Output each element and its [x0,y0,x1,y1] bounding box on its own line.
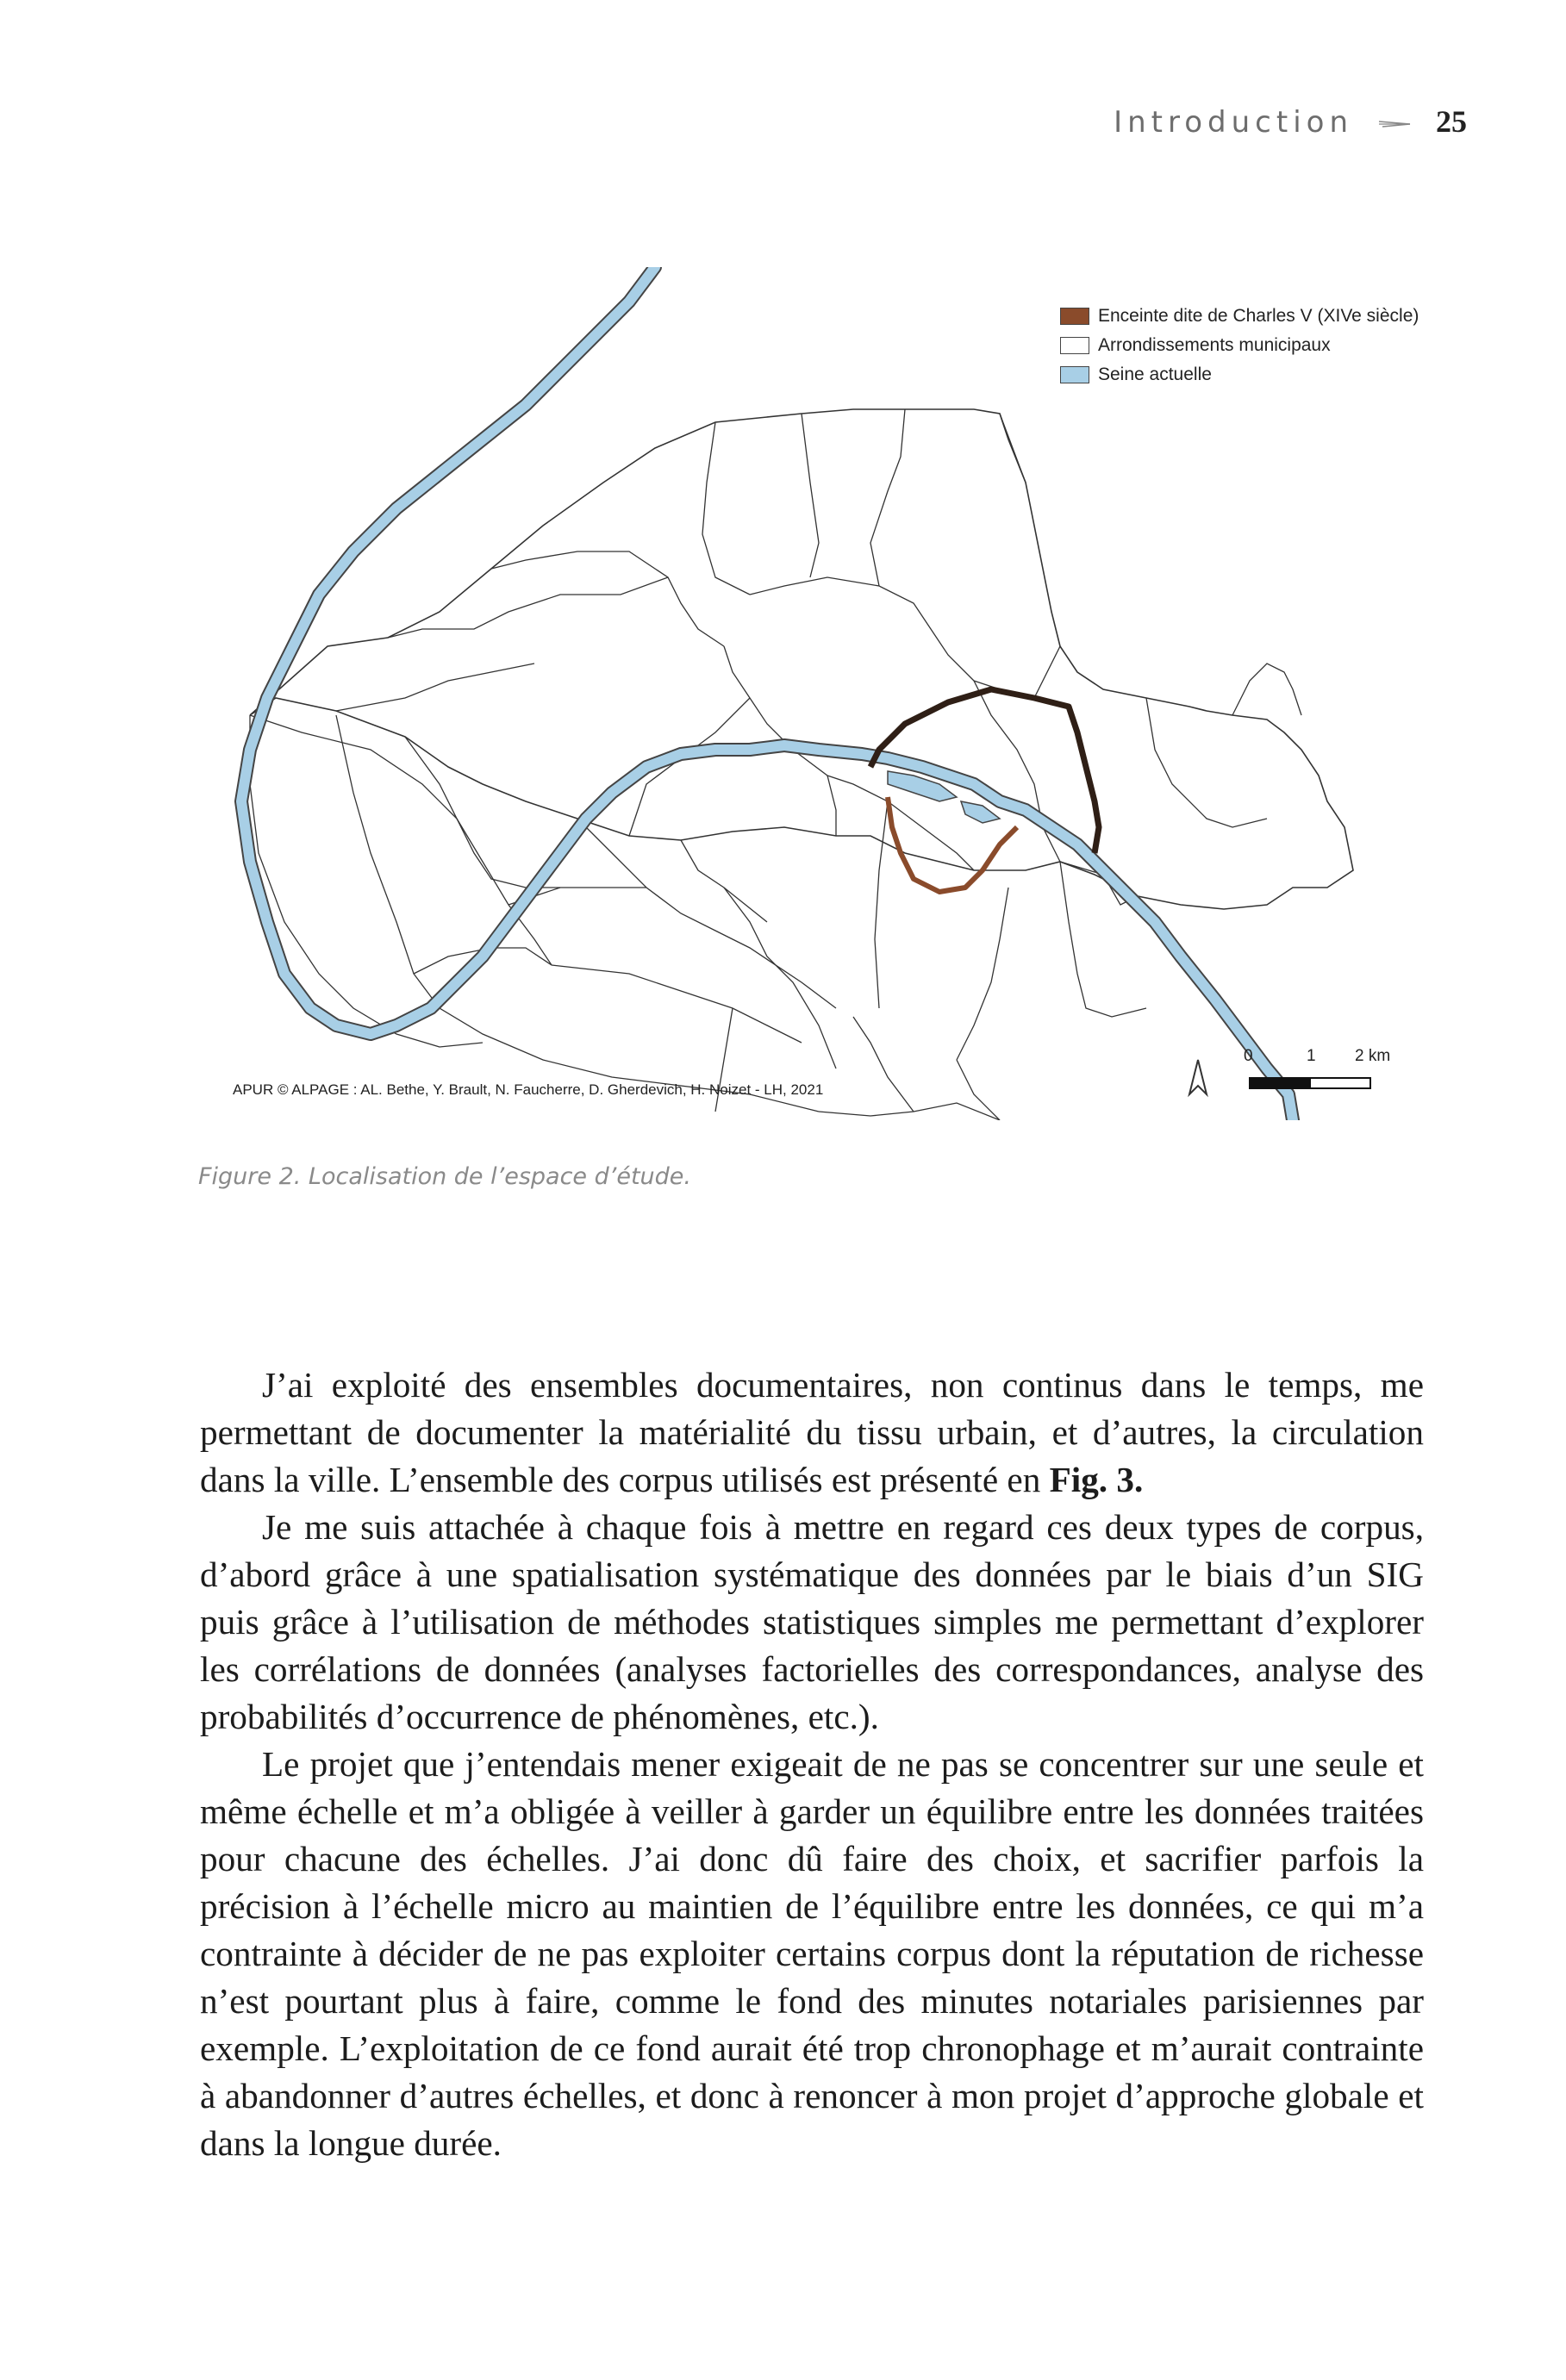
paris-map [198,267,1439,1120]
legend-label: Enceinte dite de Charles V (XIVe siècle) [1098,306,1419,326]
legend-swatch-seine [1060,366,1089,383]
page-number: 25 [1436,104,1467,139]
ornament-icon [1377,116,1412,132]
running-head [1114,103,1467,140]
scale-label-1: 1 [1307,1047,1316,1065]
legend-item [1060,331,1419,360]
map-figure [198,267,1439,1120]
figure-reference: Fig. 3 [1049,1460,1134,1499]
paragraph: Le projet que j’entendais mener exigeait de ne pas se concentrer sur une seule et même échelle et m’a obligée à veiller à garder un équilibre entre les données traitées pour chacune des échelles. J’ai donc dû faire des choix, et sacrifier parfois la précision à l’échelle micro au maintien de l’équilibre entre les données, ce qui m’a contrainte à décider de ne pas exploiter certains corpus dont la réputation de richesse n’est pourtant plus à faire, comme le fond des minutes notariales parisiennes par exemple. L’exploitation de ce fond aurait été trop chronophage et m’aurait contrainte à abandonner d’autres échelles, et donc à renoncer à mon projet d’approche globale et dans la longue durée. [200,1744,1424,2163]
north-arrow-icon [1189,1060,1207,1094]
legend-item [1060,302,1419,331]
body-text [200,1361,1424,2167]
scale-label-0: 0 [1244,1047,1253,1065]
seine-river [241,267,1293,1120]
paragraph-end: . [1133,1460,1144,1499]
paragraph: Je me suis attachée à chaque fois à mettre en regard ces deux types de corpus, d’abord grâce à une spatialisation systématique des données par le biais d’un SIG puis grâce à l’utilisation de méthodes statistiques simples me permettant d’explorer les corrélations de données (analyses factorielles des correspondances, analyse des probabilités d’occurrence de phénomènes, etc.). [200,1507,1424,1736]
figure-caption: Figure 2. Localisation de l’espace d’étude. [198,1163,691,1190]
scale-label-2: 2 km [1355,1047,1391,1065]
paragraph-text: J’ai exploité des ensembles documentaires, non continus dans le temps, me permettant de documenter la matérialité du tissu urbain, et d’autres, la circulation dans la ville. L’ensemble des corpus utilisés est présenté en [200,1365,1424,1499]
map-credit: APUR © ALPAGE : AL. Bethe, Y. Brault, N. Faucherre, D. Gherdevich, H. Noizet - LH, 2021 [233,1081,824,1098]
map-legend [1060,302,1419,389]
legend-item [1060,360,1419,389]
legend-label: Seine actuelle [1098,364,1212,384]
legend-label: Arrondissements municipaux [1098,335,1331,355]
legend-swatch-enceinte [1060,308,1089,325]
enceinte-charles-v-left-bank [888,797,1017,892]
paragraph [200,1361,1424,1504]
running-head-section: Introduction [1114,105,1353,140]
scale-bar [1250,1078,1370,1088]
legend-swatch-arrondissements [1060,337,1089,354]
city-boundary [250,409,1353,909]
